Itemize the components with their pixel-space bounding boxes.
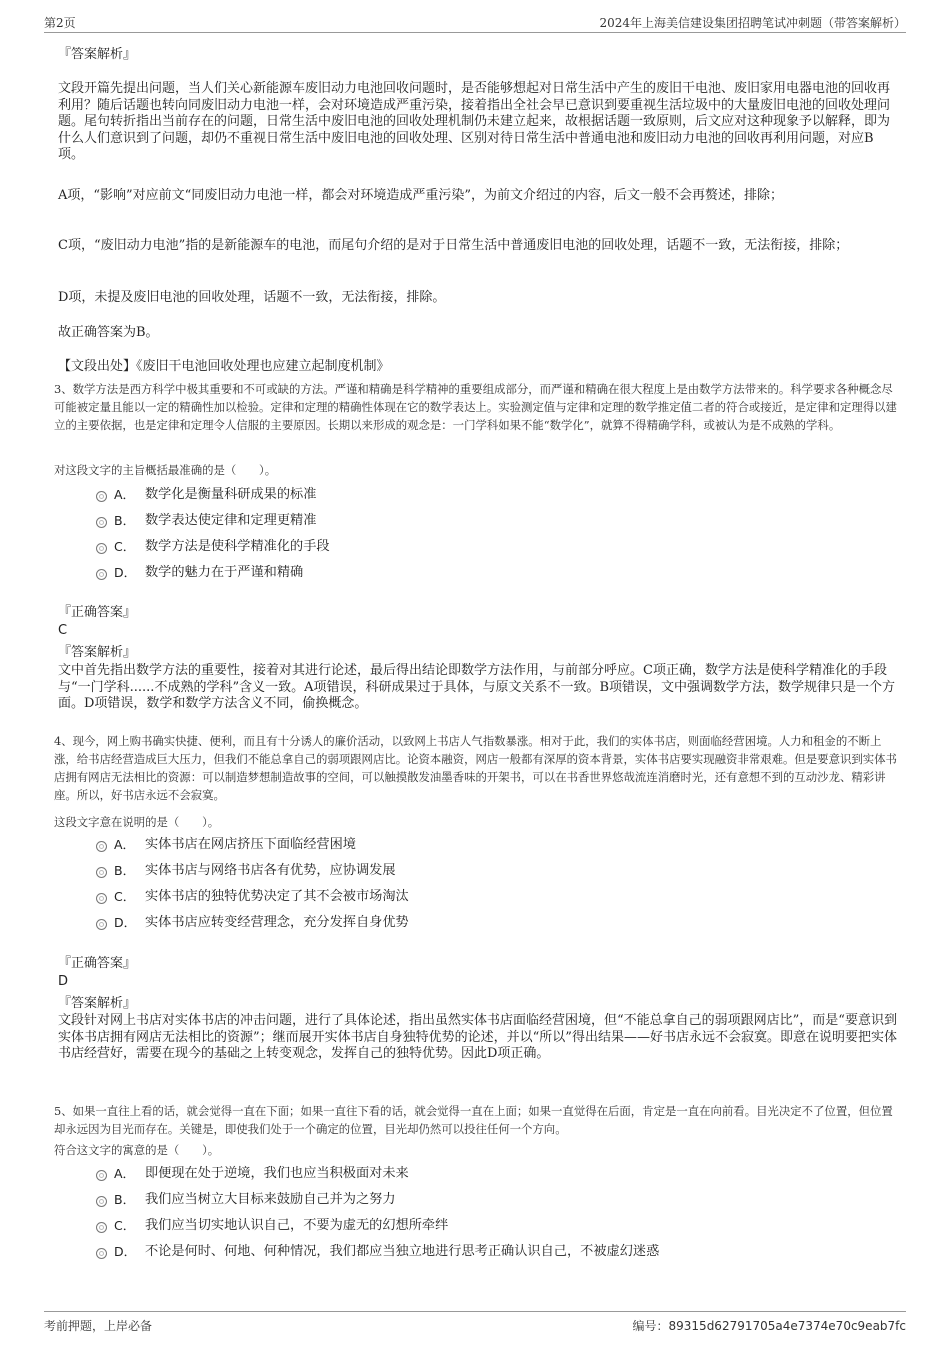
q3-analysis-label: 『答案解析』 [58,645,137,660]
q5-option-c[interactable]: C． 我们应当切实地认识自己，不要为虚无的幻想所牵绊 [96,1216,896,1242]
radio-icon[interactable] [96,517,107,528]
page-header [44,10,906,33]
footer-id-prefix: 编号： [632,1319,669,1333]
radio-icon[interactable] [96,1196,107,1207]
q5-question: 符合这文字的寓意的是（ ）。 [54,1143,220,1157]
q5-option-b[interactable]: B． 我们应当树立大目标来鼓励自己并为之努力 [96,1190,896,1216]
q4-option-b[interactable]: B． 实体书店与网络书店各有优势，应协调发展 [96,861,896,887]
q4-option-d[interactable]: D． 实体书店应转变经营理念，充分发挥自身优势 [96,913,896,939]
radio-icon[interactable] [96,1248,107,1259]
q5-stem: 5、如果一直往上看的话，就会觉得一直在下面；如果一直往下看的话，就会觉得一直在上面；如果一直觉得在后面，肯定是一直在向前看。目光决定不了位置，但位置却永远因为目光而存在。关键是，即使我们处于一个确定的位置，目光却仍然可以投往任何一个方向。 [54,1104,893,1136]
q3-correct-value: C [58,623,68,638]
radio-icon[interactable] [96,867,107,878]
q3-stem: 3、数学方法是西方科学中极其重要和不可或缺的方法。严谨和精确是科学精神的重要组成部分，而严谨和精确在很大程度上是由数学方法带来的。科学要求各种概念尽可能被定量且能以一定的精确性加以检验。定律和定理的精确性体现在它的数学表达上。实验测定值与定律和定理的数学推定值二者的符合或接近，是定律和定理得以建立的主要依据，也是定律和定理令人信服的主要原因。长期以来形成的观念是：一门学科如果不能“数学化”，就算不得精确学科，或被认为是不成熟的学科。 [54,382,897,432]
q3-analysis: 文中首先指出数学方法的重要性，接着对其进行论述，最后得出结论即数学方法作用，与前部分呼应。C项正确，数学方法是使科学精准化的手段与“一门学科......不成熟的学科”含义一致。A项错误，科研成果过于具体，与原文关系不一致。B项错误，文中强调数学方法，数学规律只是一个方面。D项错误，数学和数学方法含义不同，偷换概念。 [58,663,896,711]
q4-analysis: 文段针对网上书店对实体书店的冲击问题，进行了具体论述，指出虽然实体书店面临经营困境，但“不能总拿自己的弱项跟网店比”，而是“要意识到实体书店拥有网店无法相比的资源”；继而展开实体书店自身独特优势的论述，并以“所以”得出结果——好书店永远不会寂寞。即意在说明要把实体书店经营好，需要在现今的基础之上转变观念，发挥自己的独特优势。因此D项正确。 [58,1013,897,1061]
radio-icon[interactable] [96,1170,107,1181]
q2-source: 【文段出处】《废旧干电池回收处理也应建立起制度机制》 [58,359,390,374]
radio-icon[interactable] [96,1222,107,1233]
q3-correct-label: 『正确答案』 [58,605,137,620]
q3-question: 对这段文字的主旨概括最准确的是（ ）。 [54,463,277,477]
radio-icon[interactable] [96,919,107,930]
q2-analysis-label: 『答案解析』 [58,47,137,62]
page-footer [44,1311,906,1334]
q2-conclusion: 故正确答案为B。 [58,325,159,340]
q4-stem: 4、现今，网上购书确实快捷、便利，而且有十分诱人的廉价活动，以致网上书店人气指数暴涨。相对于此，我们的实体书店，则面临经营困境。人力和租金的不断上涨，给书店经营造成巨大压力，但我们不能总拿自己的弱项跟网店比。论资本融资，网店一般都有深厚的资本背景，实体书店要实现融资非常艰难。但是要意识到实体书店拥有网店无法相比的资源：可以制造梦想制造故事的空间，可以触摸散发油墨香味的开架书，可以在书香世界悠哉流连消磨时光，还有意想不到的互动沙龙、精彩讲座。所以，好书店永远不会寂寞。 [54,734,897,802]
q3-option-d[interactable]: D． 数学的魅力在于严谨和精确 [96,563,896,589]
q4-correct-value: D [58,974,69,989]
q3-option-c[interactable]: C． 数学方法是使科学精准化的手段 [96,537,896,563]
q2-analysis-a: A项，“影响”对应前文“同废旧动力电池一样，都会对环境造成严重污染”，为前文介绍过的内容，后文一般不会再赘述，排除； [58,188,783,203]
q4-option-a[interactable]: A． 实体书店在网店挤压下面临经营困境 [96,835,896,861]
radio-icon[interactable] [96,543,107,554]
footer-id [633,1317,907,1334]
q4-correct-label: 『正确答案』 [58,956,137,971]
document-title: 2024年上海美信建设集团招聘笔试冲刺题（带答案解析） [599,16,906,30]
footer-id-code: 89315d62791705a4e7374e70c9eab7fc [668,1319,906,1333]
q3-option-a[interactable]: A． 数学化是衡量科研成果的标准 [96,485,896,511]
q4-analysis-label: 『答案解析』 [58,996,137,1011]
radio-icon[interactable] [96,569,107,580]
q4-options [96,835,896,939]
page-number: 第2页 [44,16,76,30]
radio-icon[interactable] [96,893,107,904]
q3-options [96,485,896,589]
q5-option-a[interactable]: A． 即便现在处于逆境，我们也应当积极面对未来 [96,1164,896,1190]
q2-analysis-paragraph: 文段开篇先提出问题，当人们关心新能源车废旧动力电池回收问题时，是否能够想起对日常生活中产生的废旧干电池、废旧家用电器电池的回收再利用？随后话题也转向同废旧动力电池一样，会对环境造成严重污染，接着指出全社会早已意识到要重视生活垃圾中的大量废旧电池的回收处理问题。尾句转折指出当前存在的问题，日常生活中废旧电池的回收处理机制仍未建立起来，故根据话题一致原则，后文应对这种现象予以解释，即为什么人们意识到了问题，却仍不重视日常生活中废旧电池的回收处理、区别对待日常生活中普通电池和废旧动力电池的回收再利用问题，对应B项。 [58,81,891,162]
q4-question: 这段文字意在说明的是（ ）。 [54,815,220,829]
radio-icon[interactable] [96,491,107,502]
footer-slogan: 考前押题，上岸必备 [44,1319,153,1333]
q3-option-b[interactable]: B． 数学表达使定律和定理更精准 [96,511,896,537]
q4-option-c[interactable]: C． 实体书店的独特优势决定了其不会被市场淘汰 [96,887,896,913]
q5-option-d[interactable]: D． 不论是何时、何地、何种情况，我们都应当独立地进行思考正确认识自己，不被虚幻迷惑 [96,1242,896,1268]
q2-analysis-c: C项，“废旧动力电池”指的是新能源车的电池，而尾句介绍的是对于日常生活中普通废旧电池的回收处理，话题不一致，无法衔接，排除； [58,238,849,253]
radio-icon[interactable] [96,841,107,852]
q5-options [96,1164,896,1268]
q2-analysis-d: D项，未提及废旧电池的回收处理，话题不一致，无法衔接，排除。 [58,290,446,305]
